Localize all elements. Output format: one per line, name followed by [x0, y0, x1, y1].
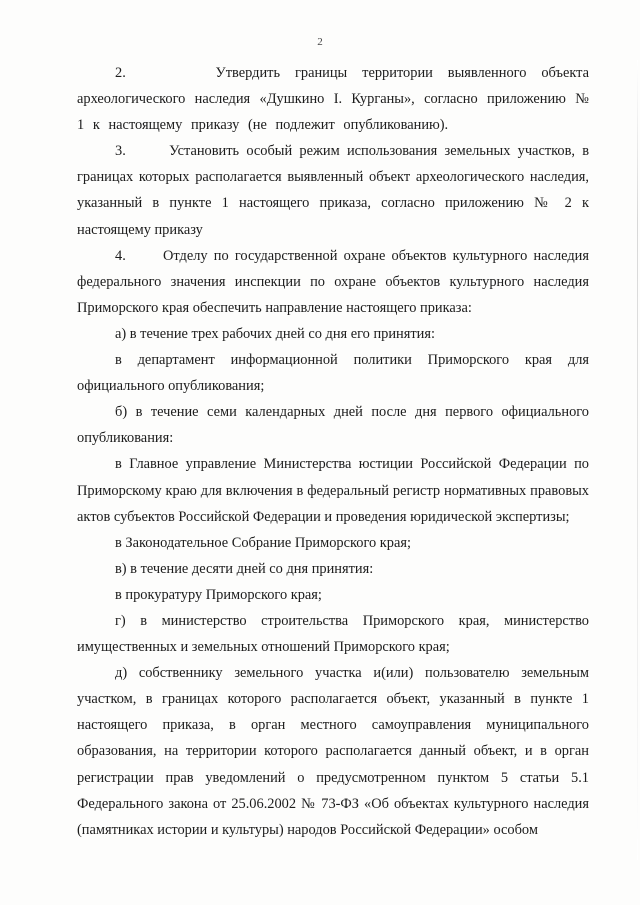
scan-edge-shadow: [637, 60, 638, 860]
paragraph-recipient-assembly: в Законодательное Собрание Приморского края;: [115, 534, 411, 551]
paragraph-item-3: 3. Установить особый режим использования земельных участков, в границах которых располагается выявленный объект археологического наследия, указанный в пункте 1 настоящего приказа, согласно приложению № 2 к настоящему приказу: [77, 143, 589, 238]
paragraph-recipient-info-policy: в департамент информационной политики Приморского края для официального опубликования;: [77, 352, 589, 395]
paragraph-subitem-b: б) в течение семи календарных дней после дня первого официального опубликования:: [77, 404, 589, 447]
paragraph-recipient-justice: в Главное управление Министерства юстиции Российской Федерации по Приморскому краю для включения в федеральный регистр нормативных правовых актов субъектов Российской Федерации и проведения юридической экспертизы;: [77, 456, 589, 525]
document-body: [77, 60, 589, 843]
paragraph-subitem-a: а) в течение трех рабочих дней со дня его принятия:: [115, 325, 435, 342]
paragraph-subitem-g: г) в министерство строительства Приморского края, министерство имущественных и земельных отношений Приморского края;: [77, 612, 589, 656]
paragraph-subitem-v: в) в течение десяти дней со дня принятия:: [115, 560, 374, 577]
paragraph-item-2: 2. Утвердить границы территории выявленного объекта археологического наследия «Душкино I. Курганы», согласно приложению № 1 к настоящему приказу (не подлежит опубликованию).: [77, 65, 589, 134]
page-number: 2: [317, 36, 323, 48]
paragraph-item-4: 4. Отделу по государственной охране объектов культурного наследия федерального значения инспекции по охране объектов культурного наследия Приморского края обеспечить направление настоящего приказа:: [77, 247, 589, 316]
paragraph-recipient-prosecutor: в прокуратуру Приморского края;: [115, 586, 322, 603]
paragraph-subitem-d: д) собственнику земельного участка и(или) пользователю земельным участком, в границах которого располагается объект, указанный в пункте 1 настоящего приказа, в орган местного самоуправления муниципального образования, на территории которого располагается данный объект, и в орган регистрации прав уведомлений о предусмотренном пунктом 5 статьи 5.1 Федерального закона от 25.06.2002 № 73-ФЗ «Об объектах культурного наследия (памятниках истории и культуры) народов Российской Федерации» особом: [77, 665, 589, 838]
